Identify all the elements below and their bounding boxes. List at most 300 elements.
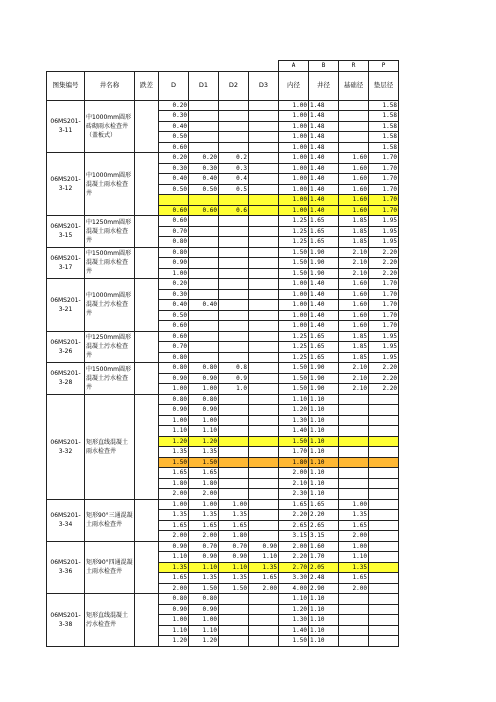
column-letter: A bbox=[279, 61, 309, 72]
value-cell: 1.60 bbox=[339, 153, 369, 164]
value-cell bbox=[219, 331, 249, 342]
value-cell: 0.60 bbox=[189, 205, 219, 216]
header-cell: 井径 bbox=[309, 71, 339, 100]
value-cell bbox=[339, 100, 369, 111]
value-cell: 1.50 bbox=[279, 384, 309, 395]
value-cell: 1.10 bbox=[279, 594, 309, 605]
value-cell bbox=[249, 405, 279, 416]
value-cell: 1.00 bbox=[189, 499, 219, 510]
value-cell: 1.50 bbox=[189, 457, 219, 468]
value-cell: 1.50 bbox=[279, 363, 309, 374]
header-cell: 内径 bbox=[279, 71, 309, 100]
value-cell: 0.20 bbox=[159, 100, 189, 111]
value-cell bbox=[219, 300, 249, 311]
value-cell: 1.90 bbox=[309, 268, 339, 279]
value-cell: 1.90 bbox=[309, 363, 339, 374]
value-cell: 1.95 bbox=[369, 216, 399, 227]
value-cell: 1.40 bbox=[309, 300, 339, 311]
drop-cell bbox=[135, 216, 159, 248]
value-cell: 1.00 bbox=[279, 100, 309, 111]
value-cell: 0.30 bbox=[189, 163, 219, 174]
value-cell bbox=[249, 163, 279, 174]
well-name-cell: 中1000mm圆形混凝土污水检查井 bbox=[85, 279, 135, 332]
atlas-code-cell: 06MS201-3-15 bbox=[47, 216, 85, 248]
value-cell: 1.20 bbox=[159, 436, 189, 447]
value-cell: 0.70 bbox=[159, 342, 189, 353]
value-cell: 2.10 bbox=[339, 384, 369, 395]
value-cell: 0.80 bbox=[159, 237, 189, 248]
value-cell: 1.30 bbox=[279, 415, 309, 426]
value-cell: 1.48 bbox=[309, 100, 339, 111]
value-cell bbox=[339, 405, 369, 416]
value-cell: 1.20 bbox=[159, 636, 189, 647]
value-cell: 1.40 bbox=[309, 184, 339, 195]
value-cell: 1.65 bbox=[339, 520, 369, 531]
value-cell: 0.20 bbox=[189, 153, 219, 164]
value-cell: 1.60 bbox=[339, 300, 369, 311]
value-cell bbox=[369, 552, 399, 563]
value-cell bbox=[369, 405, 399, 416]
table-row bbox=[47, 247, 399, 258]
value-cell: 2.90 bbox=[309, 583, 339, 594]
value-cell: 1.00 bbox=[279, 279, 309, 290]
value-cell bbox=[369, 625, 399, 636]
value-cell bbox=[369, 541, 399, 552]
value-cell: 1.10 bbox=[219, 562, 249, 573]
value-cell bbox=[369, 573, 399, 584]
table-row bbox=[47, 279, 399, 290]
value-cell: 0.60 bbox=[159, 205, 189, 216]
value-cell: 2.10 bbox=[339, 268, 369, 279]
value-cell bbox=[249, 447, 279, 458]
value-cell: 1.40 bbox=[309, 310, 339, 321]
value-cell bbox=[189, 258, 219, 269]
value-cell bbox=[189, 342, 219, 353]
value-cell: 1.50 bbox=[219, 583, 249, 594]
value-cell: 1.48 bbox=[309, 132, 339, 143]
value-cell: 1.35 bbox=[249, 562, 279, 573]
value-cell: 2.48 bbox=[309, 573, 339, 584]
value-cell: 1.80 bbox=[219, 531, 249, 542]
value-cell bbox=[219, 426, 249, 437]
atlas-code-cell: 06MS201-3-21 bbox=[47, 279, 85, 332]
value-cell: 1.00 bbox=[279, 300, 309, 311]
value-cell: 1.00 bbox=[279, 174, 309, 185]
value-cell: 1.25 bbox=[279, 237, 309, 248]
value-cell bbox=[339, 436, 369, 447]
column-letter: B bbox=[309, 61, 339, 72]
header-cell: 垫层径 bbox=[369, 71, 399, 100]
value-cell: 1.20 bbox=[189, 636, 219, 647]
value-cell: 1.70 bbox=[369, 174, 399, 185]
value-cell: 0.6 bbox=[219, 205, 249, 216]
value-cell bbox=[249, 394, 279, 405]
value-cell: 1.40 bbox=[309, 321, 339, 332]
corner-blank bbox=[47, 61, 85, 72]
value-cell: 0.80 bbox=[159, 247, 189, 258]
value-cell: 2.70 bbox=[279, 562, 309, 573]
value-cell: 3.15 bbox=[279, 531, 309, 542]
value-cell bbox=[369, 489, 399, 500]
value-cell bbox=[219, 289, 249, 300]
header-cell: 基础径 bbox=[339, 71, 369, 100]
well-name-cell: 矩形直线混凝土污水检查井 bbox=[85, 594, 135, 647]
value-cell: 1.58 bbox=[369, 100, 399, 111]
value-cell: 1.48 bbox=[309, 142, 339, 153]
atlas-code-cell: 06MS201-3-32 bbox=[47, 394, 85, 499]
value-cell: 0.9 bbox=[219, 373, 249, 384]
value-cell: 1.10 bbox=[339, 552, 369, 563]
value-cell bbox=[219, 447, 249, 458]
value-cell: 0.80 bbox=[159, 394, 189, 405]
value-cell bbox=[189, 216, 219, 227]
value-cell: 0.90 bbox=[189, 604, 219, 615]
value-cell: 1.10 bbox=[249, 552, 279, 563]
value-cell bbox=[249, 352, 279, 363]
value-cell: 1.40 bbox=[309, 163, 339, 174]
value-cell: 1.58 bbox=[369, 132, 399, 143]
value-cell bbox=[339, 426, 369, 437]
value-cell: 1.48 bbox=[309, 121, 339, 132]
drop-cell bbox=[135, 100, 159, 153]
value-cell bbox=[369, 447, 399, 458]
value-cell: 2.65 bbox=[309, 520, 339, 531]
value-cell: 1.65 bbox=[219, 520, 249, 531]
value-cell: 1.35 bbox=[339, 562, 369, 573]
value-cell: 1.10 bbox=[189, 426, 219, 437]
header-cell: 图集编号 bbox=[47, 71, 85, 100]
value-cell: 1.00 bbox=[189, 384, 219, 395]
value-cell: 1.10 bbox=[159, 552, 189, 563]
value-cell: 1.85 bbox=[339, 352, 369, 363]
value-cell: 1.85 bbox=[339, 342, 369, 353]
value-cell: 1.70 bbox=[369, 195, 399, 206]
value-cell bbox=[249, 489, 279, 500]
value-cell: 1.70 bbox=[369, 153, 399, 164]
value-cell: 0.90 bbox=[189, 405, 219, 416]
value-cell: 1.00 bbox=[279, 142, 309, 153]
value-cell: 0.90 bbox=[219, 552, 249, 563]
value-cell: 1.10 bbox=[309, 604, 339, 615]
value-cell: 1.85 bbox=[339, 216, 369, 227]
value-cell: 2.00 bbox=[339, 531, 369, 542]
table-row bbox=[47, 153, 399, 164]
value-cell bbox=[339, 615, 369, 626]
table-row bbox=[47, 394, 399, 405]
table-row bbox=[47, 363, 399, 374]
value-cell: 1.65 bbox=[249, 573, 279, 584]
value-cell: 1.65 bbox=[189, 468, 219, 479]
value-cell: 1.70 bbox=[369, 163, 399, 174]
value-cell: 1.10 bbox=[309, 457, 339, 468]
value-cell: 1.65 bbox=[309, 331, 339, 342]
value-cell: 1.60 bbox=[339, 174, 369, 185]
value-cell: 1.60 bbox=[309, 541, 339, 552]
value-cell: 2.20 bbox=[279, 552, 309, 563]
value-cell bbox=[219, 121, 249, 132]
value-cell bbox=[219, 604, 249, 615]
value-cell: 1.95 bbox=[369, 342, 399, 353]
value-cell bbox=[219, 468, 249, 479]
value-cell: 1.00 bbox=[159, 499, 189, 510]
value-cell: 0.80 bbox=[159, 352, 189, 363]
value-cell bbox=[249, 499, 279, 510]
value-cell: 1.20 bbox=[189, 436, 219, 447]
value-cell: 1.10 bbox=[189, 562, 219, 573]
value-cell bbox=[249, 226, 279, 237]
value-cell: 0.90 bbox=[189, 373, 219, 384]
value-cell: 1.00 bbox=[279, 121, 309, 132]
value-cell bbox=[189, 331, 219, 342]
value-cell: 1.65 bbox=[309, 342, 339, 353]
value-cell: 1.65 bbox=[279, 499, 309, 510]
value-cell bbox=[249, 436, 279, 447]
value-cell: 2.20 bbox=[369, 247, 399, 258]
value-cell bbox=[219, 457, 249, 468]
value-cell: 0.30 bbox=[159, 163, 189, 174]
value-cell: 1.35 bbox=[339, 510, 369, 521]
value-cell: 0.80 bbox=[159, 594, 189, 605]
value-cell: 1.10 bbox=[159, 625, 189, 636]
value-cell bbox=[339, 468, 369, 479]
value-cell bbox=[339, 636, 369, 647]
value-cell: 1.65 bbox=[159, 520, 189, 531]
value-cell: 1.60 bbox=[339, 289, 369, 300]
atlas-code-cell: 06MS201-3-38 bbox=[47, 594, 85, 647]
value-cell: 2.05 bbox=[309, 562, 339, 573]
value-cell: 2.00 bbox=[189, 489, 219, 500]
value-cell bbox=[369, 594, 399, 605]
value-cell: 1.50 bbox=[279, 247, 309, 258]
value-cell: 2.20 bbox=[369, 384, 399, 395]
atlas-code-cell: 06MS201-3-34 bbox=[47, 499, 85, 541]
value-cell: 1.85 bbox=[339, 226, 369, 237]
value-cell bbox=[249, 363, 279, 374]
value-cell: 1.40 bbox=[309, 153, 339, 164]
value-cell: 1.58 bbox=[369, 121, 399, 132]
value-cell: 1.50 bbox=[279, 268, 309, 279]
value-cell: 2.20 bbox=[369, 373, 399, 384]
value-cell: 1.00 bbox=[159, 415, 189, 426]
value-cell: 1.65 bbox=[309, 499, 339, 510]
value-cell: 1.80 bbox=[159, 478, 189, 489]
value-cell: 2.00 bbox=[249, 583, 279, 594]
value-cell: 1.10 bbox=[309, 468, 339, 479]
value-cell: 1.40 bbox=[309, 279, 339, 290]
value-cell bbox=[189, 111, 219, 122]
value-cell bbox=[249, 310, 279, 321]
column-letter: R bbox=[339, 61, 369, 72]
value-cell bbox=[189, 268, 219, 279]
value-cell: 1.70 bbox=[369, 300, 399, 311]
value-cell bbox=[189, 226, 219, 237]
value-cell: 1.80 bbox=[279, 457, 309, 468]
value-cell: 2.10 bbox=[339, 363, 369, 374]
value-cell: 1.60 bbox=[339, 310, 369, 321]
value-cell: 0.60 bbox=[159, 321, 189, 332]
value-cell: 1.00 bbox=[279, 163, 309, 174]
value-cell: 1.58 bbox=[369, 142, 399, 153]
value-cell bbox=[249, 300, 279, 311]
value-cell bbox=[339, 489, 369, 500]
value-cell: 0.80 bbox=[189, 363, 219, 374]
value-cell: 1.65 bbox=[189, 520, 219, 531]
value-cell bbox=[249, 625, 279, 636]
value-cell: 1.90 bbox=[309, 247, 339, 258]
value-cell bbox=[219, 226, 249, 237]
header-row bbox=[47, 71, 399, 100]
column-letter: P bbox=[369, 61, 399, 72]
value-cell bbox=[369, 604, 399, 615]
value-cell bbox=[249, 531, 279, 542]
value-cell: 1.35 bbox=[159, 562, 189, 573]
value-cell: 0.80 bbox=[189, 594, 219, 605]
header-cell: 井名称 bbox=[85, 71, 135, 100]
value-cell: 1.95 bbox=[369, 331, 399, 342]
value-cell bbox=[189, 142, 219, 153]
drop-cell bbox=[135, 247, 159, 279]
value-cell bbox=[189, 132, 219, 143]
well-name-cell: 中1500mm圆形混凝土雨水检查井 bbox=[85, 247, 135, 279]
value-cell bbox=[219, 195, 249, 206]
value-cell: 1.0 bbox=[219, 384, 249, 395]
value-cell bbox=[339, 457, 369, 468]
value-cell: 1.00 bbox=[279, 205, 309, 216]
value-cell: 0.3 bbox=[219, 163, 249, 174]
value-cell: 1.50 bbox=[159, 457, 189, 468]
value-cell: 0.30 bbox=[159, 289, 189, 300]
value-cell: 1.70 bbox=[369, 279, 399, 290]
value-cell: 0.70 bbox=[219, 541, 249, 552]
value-cell bbox=[249, 468, 279, 479]
value-cell bbox=[339, 394, 369, 405]
value-cell bbox=[189, 352, 219, 363]
value-cell bbox=[219, 636, 249, 647]
header-cell: D3 bbox=[249, 71, 279, 100]
drop-cell bbox=[135, 499, 159, 541]
value-cell: 1.10 bbox=[309, 489, 339, 500]
table-row bbox=[47, 216, 399, 227]
value-cell: 1.00 bbox=[339, 499, 369, 510]
value-cell: 1.60 bbox=[339, 163, 369, 174]
value-cell bbox=[219, 489, 249, 500]
drop-cell bbox=[135, 363, 159, 395]
value-cell: 1.58 bbox=[369, 111, 399, 122]
value-cell bbox=[189, 247, 219, 258]
value-cell bbox=[339, 121, 369, 132]
value-cell bbox=[249, 510, 279, 521]
value-cell bbox=[249, 111, 279, 122]
value-cell bbox=[219, 268, 249, 279]
value-cell: 1.00 bbox=[279, 321, 309, 332]
value-cell bbox=[369, 394, 399, 405]
value-cell: 0.40 bbox=[159, 121, 189, 132]
well-name-cell: 中1500mm圆形混凝土污水检查井 bbox=[85, 363, 135, 395]
value-cell bbox=[219, 279, 249, 290]
value-cell bbox=[249, 594, 279, 605]
value-cell bbox=[249, 184, 279, 195]
well-name-cell: 中1250mm圆形混凝土雨水检查井 bbox=[85, 216, 135, 248]
value-cell bbox=[219, 142, 249, 153]
value-cell bbox=[249, 478, 279, 489]
value-cell bbox=[159, 195, 189, 206]
value-cell: 0.90 bbox=[159, 541, 189, 552]
value-cell bbox=[249, 153, 279, 164]
value-cell: 1.00 bbox=[279, 195, 309, 206]
value-cell bbox=[249, 384, 279, 395]
atlas-code-cell: 06MS201-3-17 bbox=[47, 247, 85, 279]
value-cell: 0.20 bbox=[159, 279, 189, 290]
table-row bbox=[47, 331, 399, 342]
value-cell: 1.35 bbox=[219, 510, 249, 521]
value-cell bbox=[249, 216, 279, 227]
value-cell: 1.65 bbox=[159, 573, 189, 584]
value-cell bbox=[249, 132, 279, 143]
value-cell: 1.10 bbox=[309, 405, 339, 416]
value-cell: 2.30 bbox=[279, 489, 309, 500]
value-cell: 1.40 bbox=[309, 205, 339, 216]
value-cell: 1.60 bbox=[339, 321, 369, 332]
value-cell: 1.30 bbox=[279, 615, 309, 626]
value-cell bbox=[249, 415, 279, 426]
value-cell bbox=[249, 237, 279, 248]
value-cell bbox=[339, 447, 369, 458]
well-name-cell: 矩形直线混凝土雨水检查井 bbox=[85, 394, 135, 499]
value-cell: 1.40 bbox=[279, 625, 309, 636]
value-cell: 2.20 bbox=[369, 268, 399, 279]
value-cell: 1.85 bbox=[339, 331, 369, 342]
value-cell bbox=[189, 310, 219, 321]
header-cell: 跌差 bbox=[135, 71, 159, 100]
value-cell: 0.90 bbox=[249, 541, 279, 552]
value-cell bbox=[339, 415, 369, 426]
value-cell bbox=[249, 258, 279, 269]
value-cell: 0.80 bbox=[189, 394, 219, 405]
atlas-code-cell: 06MS201-3-12 bbox=[47, 153, 85, 216]
value-cell bbox=[189, 321, 219, 332]
value-cell: 0.90 bbox=[159, 604, 189, 615]
value-cell: 2.10 bbox=[279, 478, 309, 489]
drop-cell bbox=[135, 331, 159, 363]
value-cell: 1.00 bbox=[159, 384, 189, 395]
value-cell: 1.60 bbox=[339, 184, 369, 195]
header-cell: D1 bbox=[189, 71, 219, 100]
value-cell bbox=[249, 615, 279, 626]
table-row bbox=[47, 541, 399, 552]
value-cell bbox=[219, 615, 249, 626]
value-cell bbox=[369, 478, 399, 489]
value-cell bbox=[249, 342, 279, 353]
value-cell: 1.00 bbox=[189, 615, 219, 626]
value-cell bbox=[189, 237, 219, 248]
value-cell: 2.00 bbox=[159, 531, 189, 542]
value-cell bbox=[369, 426, 399, 437]
value-cell: 1.35 bbox=[159, 447, 189, 458]
drop-cell bbox=[135, 541, 159, 594]
value-cell bbox=[369, 415, 399, 426]
value-cell: 2.10 bbox=[339, 373, 369, 384]
value-cell bbox=[369, 636, 399, 647]
value-cell: 1.10 bbox=[159, 426, 189, 437]
value-cell: 1.10 bbox=[309, 636, 339, 647]
value-cell bbox=[339, 604, 369, 615]
value-cell: 1.70 bbox=[369, 184, 399, 195]
value-cell: 1.70 bbox=[369, 321, 399, 332]
value-cell: 1.25 bbox=[279, 352, 309, 363]
value-cell: 0.90 bbox=[159, 405, 189, 416]
column-letter-row bbox=[47, 61, 399, 72]
well-name-cell: 矩形90°三通混凝土雨水检查井 bbox=[85, 499, 135, 541]
